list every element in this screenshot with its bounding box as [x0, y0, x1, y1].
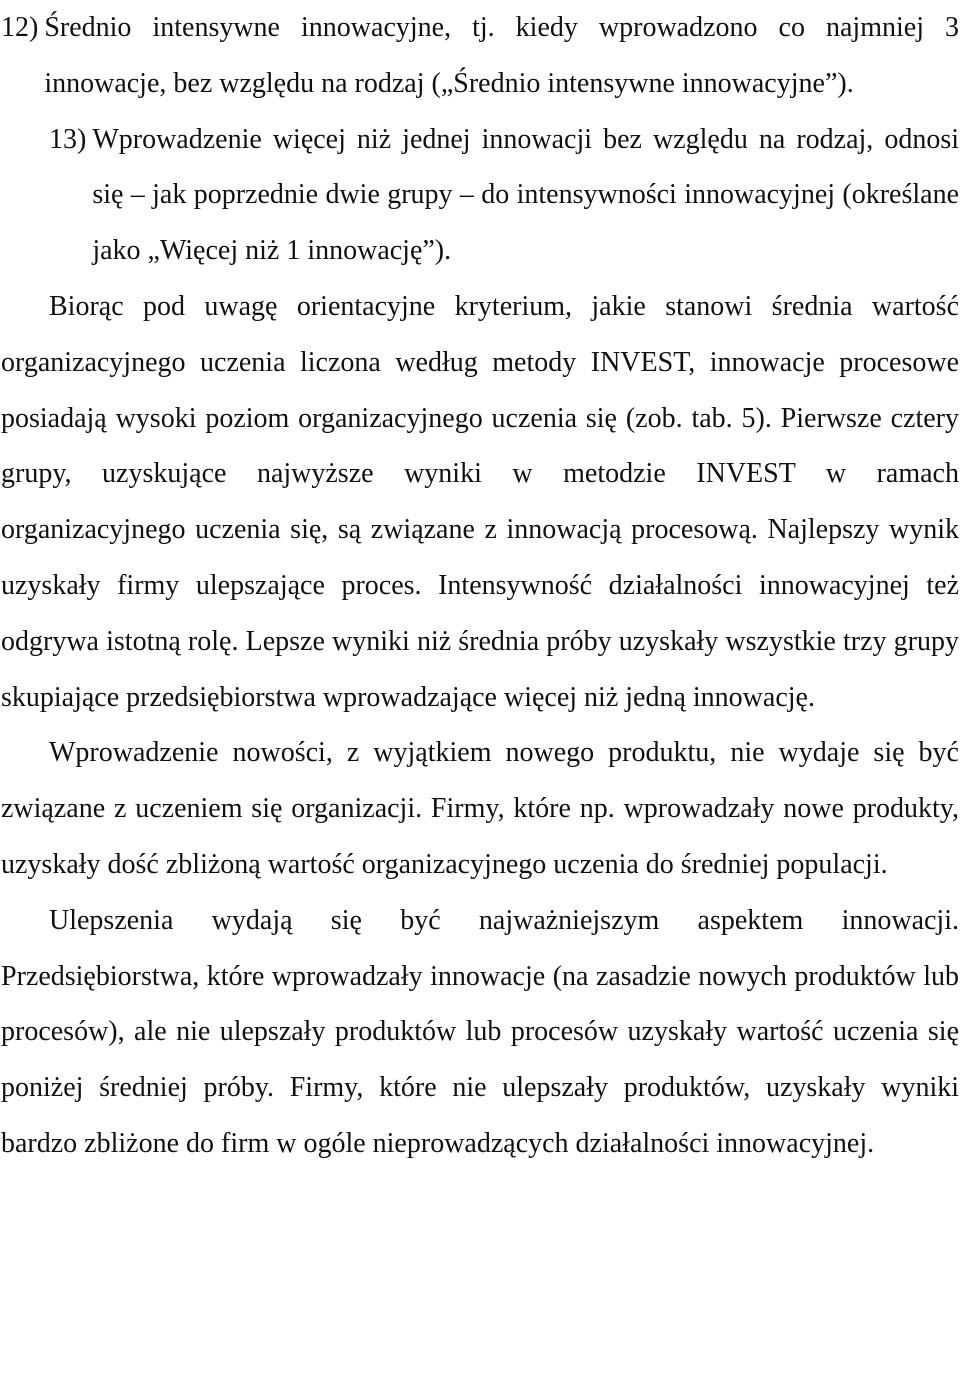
- paragraph-novelty: Wprowadzenie nowości, z wyjątkiem nowego produktu, nie wydaje się być związane z uczeniem się organizacji. Firmy, które np. wprowadzały nowe produkty, uzyskały dość zbliżoną wartość organizacyjnego uczenia do średniej populacji.: [1, 737, 959, 880]
- list-item-number: 13): [49, 123, 87, 155]
- list-item-13: [49, 112, 959, 279]
- paragraph-improvements: Ulepszenia wydają się być najważniejszym aspektem innowacji. Przedsiębiorstwa, które wprowadzały innowacje (na zasadzie nowych produktów lub procesów), ale nie ulepszały produktów lub procesów uzyskały wartość uczenia się poniżej średniej próby. Firmy, które nie ulepszały produktów, uzyskały wyniki bardzo zbliżone do firm w ogóle nieprowadzących działalności innowacyjnej.: [1, 904, 959, 1159]
- list-item-number: 12): [1, 12, 39, 43]
- list-item-12: [1, 0, 959, 112]
- paragraph-learning-criterion: Biorąc pod uwagę orientacyjne kryterium, jakie stanowi średnia wartość organizacyjnego uczenia liczona według metody INVEST, innowacje procesowe posiadają wysoki poziom organizacyjnego uczenia się (zob. tab. 5). Pierwsze cztery grupy, uzyskujące najwyższe wyniki w metodzie INVEST w ramach organizacyjnego uczenia się, są związane z innowacją procesową. Najlepszy wynik uzyskały firmy ulepszające proces. Intensywność działalności innowacyjnej też odgrywa istotną rolę. Lepsze wyniki niż średnia próby uzyskały wszystkie trzy grupy skupiające przedsiębiorstwa wprowadzające więcej niż jedną innowację.: [1, 290, 959, 713]
- list-item-text: Wprowadzenie więcej niż jednej innowacji bez względu na rodzaj, odnosi się – jak poprzednie dwie grupy – do intensywności innowacyjnej (określane jako „Więcej niż 1 innowację”).: [92, 123, 959, 267]
- list-item-text: Średnio intensywne innowacyjne, tj. kiedy wprowadzono co najmniej 3 innowacje, bez względu na rodzaj („Średnio intensywne innowacyjne”).: [44, 12, 959, 99]
